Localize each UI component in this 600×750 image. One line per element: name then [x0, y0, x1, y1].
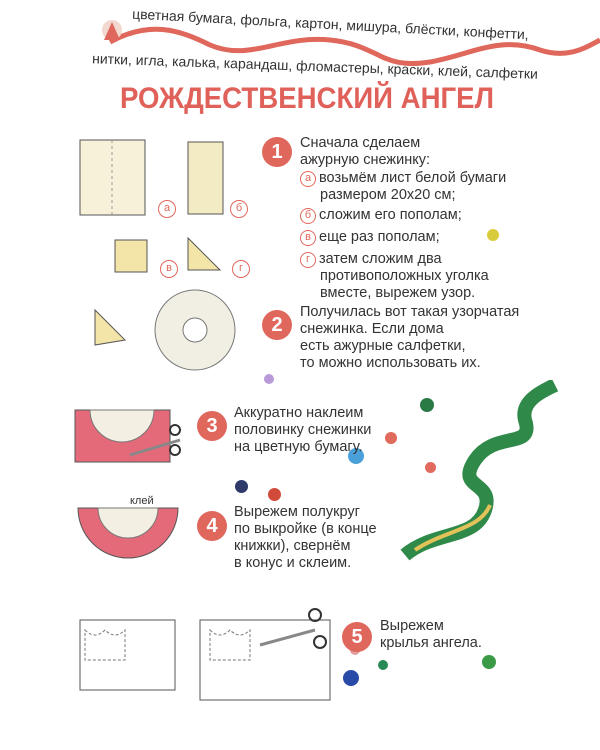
text-line: Сначала сделаем: [300, 135, 421, 151]
text-line: в конус и склеим.: [234, 555, 352, 571]
confetti-dot: [235, 480, 248, 493]
glue-and-cone-illustrations: [70, 400, 200, 570]
step-4-badge: 4: [197, 511, 227, 541]
step-5-text: [380, 618, 482, 652]
step-3-badge: 3: [197, 411, 227, 441]
step-1-badge: 1: [262, 137, 292, 167]
text-line: книжки), свернём: [234, 538, 351, 554]
page-title: РОЖДЕСТВЕНСКИЙ АНГЕЛ: [120, 82, 494, 115]
text-line: размером 20х20 см;: [320, 187, 456, 203]
step-2-badge: 2: [262, 310, 292, 340]
glue-label: клей: [130, 495, 154, 507]
text-line: ажурную снежинку:: [300, 152, 430, 168]
materials-line-2: нитки, игла, калька, карандаш, фломастеры, краски, клей, салфетки: [91, 50, 539, 82]
text-line: снежинка. Если дома: [300, 321, 444, 337]
step-4-text: [234, 504, 377, 572]
text-line: затем сложим два: [319, 251, 442, 267]
text-line: Вырежем полукруг: [234, 504, 360, 520]
confetti-dot: [420, 398, 434, 412]
text-line: есть ажурные салфетки,: [300, 338, 466, 354]
step-2-text: [300, 304, 519, 372]
text-line: на цветную бумагу.: [234, 439, 363, 455]
substep-g: [300, 251, 489, 302]
text-line: еще раз пополам;: [319, 229, 440, 245]
wings-illustrations: [70, 600, 340, 710]
text-line: половинку снежинки: [234, 422, 372, 438]
substep-b: [300, 207, 462, 224]
figure-label-v: в: [160, 260, 178, 278]
text-line: сложим его пополам;: [319, 207, 462, 223]
figure-label-g: г: [232, 260, 250, 278]
substep-letter: в: [300, 230, 316, 246]
confetti-dot: [264, 374, 274, 384]
confetti-dot: [487, 229, 499, 241]
step-5-badge: 5: [342, 622, 372, 652]
confetti-dot: [343, 670, 359, 686]
confetti-dot: [385, 432, 397, 444]
substep-a: [300, 170, 506, 204]
confetti-dot: [268, 488, 281, 501]
substep-letter: г: [300, 252, 316, 268]
substep-v: [300, 229, 440, 246]
confetti-dot: [482, 655, 496, 669]
snowflake-icon: [155, 290, 235, 370]
substep-letter: а: [300, 171, 316, 187]
text-line: противоположных уголка: [320, 268, 489, 284]
figure-label-a: а: [158, 200, 176, 218]
text-line: крылья ангела.: [380, 635, 482, 651]
confetti-dot: [378, 660, 388, 670]
figure-label-b: б: [230, 200, 248, 218]
step-3-text: [234, 405, 371, 456]
text-line: вместе, вырежем узор.: [320, 285, 476, 301]
text-line: то можно использовать их.: [300, 355, 481, 371]
text-line: по выкройке (в конце: [234, 521, 377, 537]
text-line: Вырежем: [380, 618, 444, 634]
text-line: Аккуратно наклеим: [234, 405, 364, 421]
substep-letter: б: [300, 208, 316, 224]
text-line: Получилась вот такая узорчатая: [300, 304, 520, 320]
materials-line-1: цветная бумага, фольга, картон, мишура, блёстки, конфетти,: [131, 5, 530, 43]
text-line: возьмём лист белой бумаги: [319, 170, 507, 186]
step-1-text: [300, 135, 430, 169]
angel-logo-icon: [102, 20, 122, 40]
confetti-dot: [425, 462, 436, 473]
